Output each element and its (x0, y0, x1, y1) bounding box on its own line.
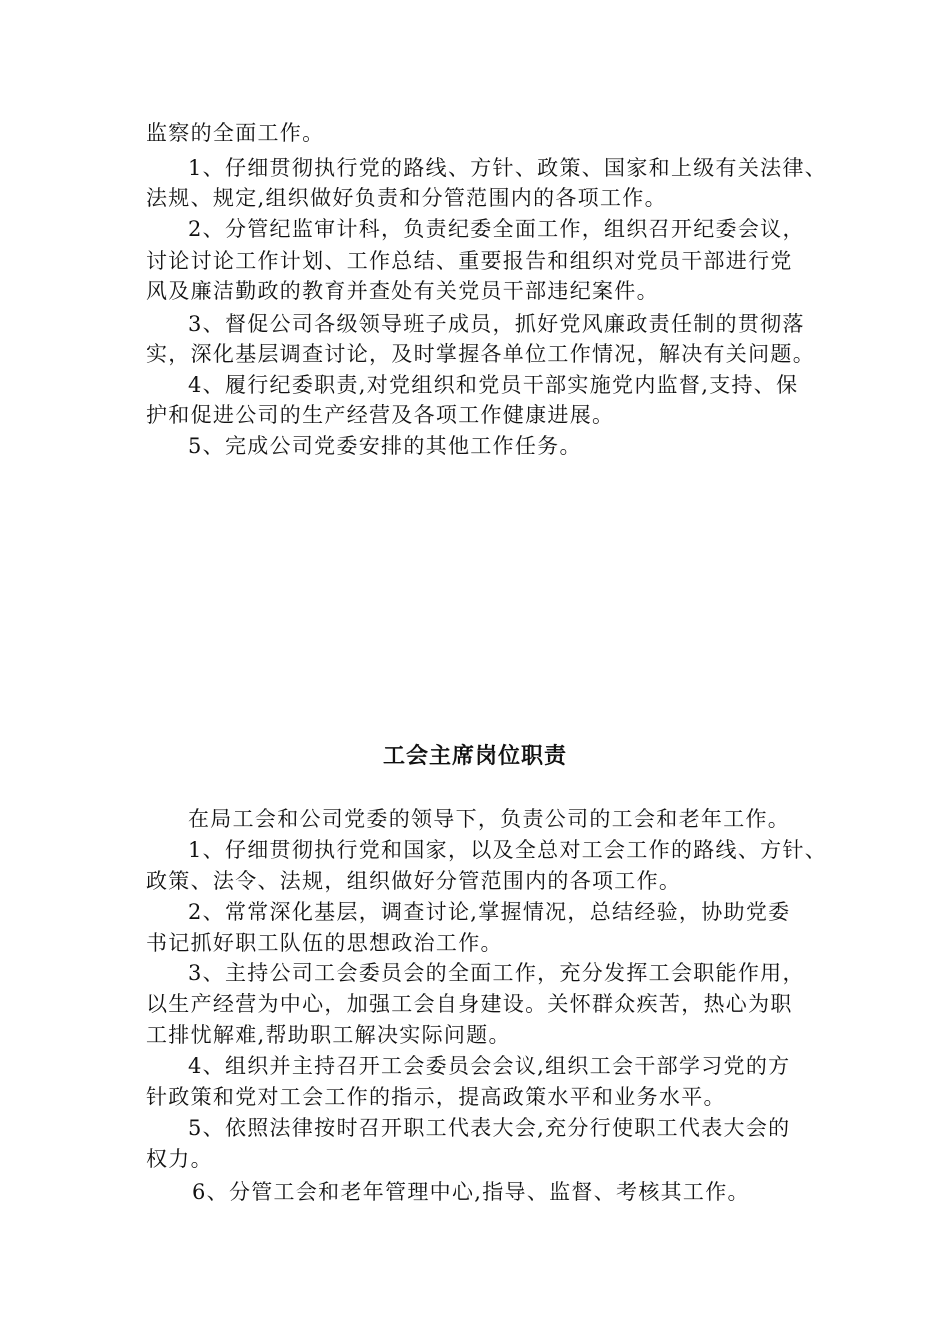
paragraph-line: 5、完成公司党委安排的其他工作任务。 (188, 434, 582, 458)
paragraph-line: 3、督促公司各级领导班子成员，抓好党风廉政责任制的贯彻落 (188, 312, 805, 336)
paragraph-line: 风及廉洁勤政的教育并查处有关党员干部违纪案件。 (146, 279, 659, 303)
section-title: 工会主席岗位职责 (382, 744, 567, 769)
paragraph-line: 6、分管工会和老年管理中心,指导、监督、考核其工作。 (192, 1180, 750, 1204)
paragraph-line: 5、依照法律按时召开职工代表大会,充分行使职工代表大会的 (188, 1116, 791, 1140)
paragraph-line: 监察的全面工作。 (146, 121, 325, 145)
paragraph-line: 书记抓好职工队伍的思想政治工作。 (146, 931, 503, 955)
paragraph-line: 工排忧解难,帮助职工解决实际问题。 (146, 1023, 511, 1047)
paragraph-line: 3、主持公司工会委员会的全面工作，充分发挥工会职能作用， (188, 961, 805, 985)
paragraph-line: 护和促进公司的生产经营及各项工作健康进展。 (146, 403, 615, 427)
paragraph-line: 权力。 (146, 1147, 213, 1171)
paragraph-line: 政策、法令、法规，组织做好分管范围内的各项工作。 (146, 869, 682, 893)
paragraph-line: 针政策和党对工会工作的指示，提高政策水平和业务水平。 (146, 1085, 726, 1109)
paragraph-line: 在局工会和公司党委的领导下，负责公司的工会和老年工作。 (188, 807, 791, 831)
paragraph-line: 法规、规定,组织做好负责和分管范围内的各项工作。 (146, 186, 667, 210)
paragraph-line: 2、常常深化基层，调查讨论,掌握情况，总结经验，协助党委 (188, 900, 791, 924)
paragraph-line: 讨论讨论工作计划、工作总结、重要报告和组织对党员干部进行党 (146, 249, 793, 273)
paragraph-line: 1、仔细贯彻执行党的路线、方针、政策、国家和上级有关法律、 (188, 156, 828, 180)
paragraph-line: 实，深化基层调查讨论，及时掌握各单位工作情况，解决有关问题。 (146, 342, 815, 366)
paragraph-line: 2、分管纪监审计科，负责纪委全面工作，组织召开纪委会议， (188, 217, 805, 241)
paragraph-line: 4、履行纪委职责,对党组织和党员干部实施党内监督,支持、保 (188, 373, 799, 397)
paragraph-line: 4、组织并主持召开工会委员会会议,组织工会干部学习党的方 (188, 1054, 791, 1078)
paragraph-line: 1、仔细贯彻执行党和国家，以及全总对工会工作的路线、方针、 (188, 838, 828, 862)
paragraph-line: 以生产经营为中心，加强工会自身建设。关怀群众疾苦，热心为职 (146, 992, 793, 1016)
